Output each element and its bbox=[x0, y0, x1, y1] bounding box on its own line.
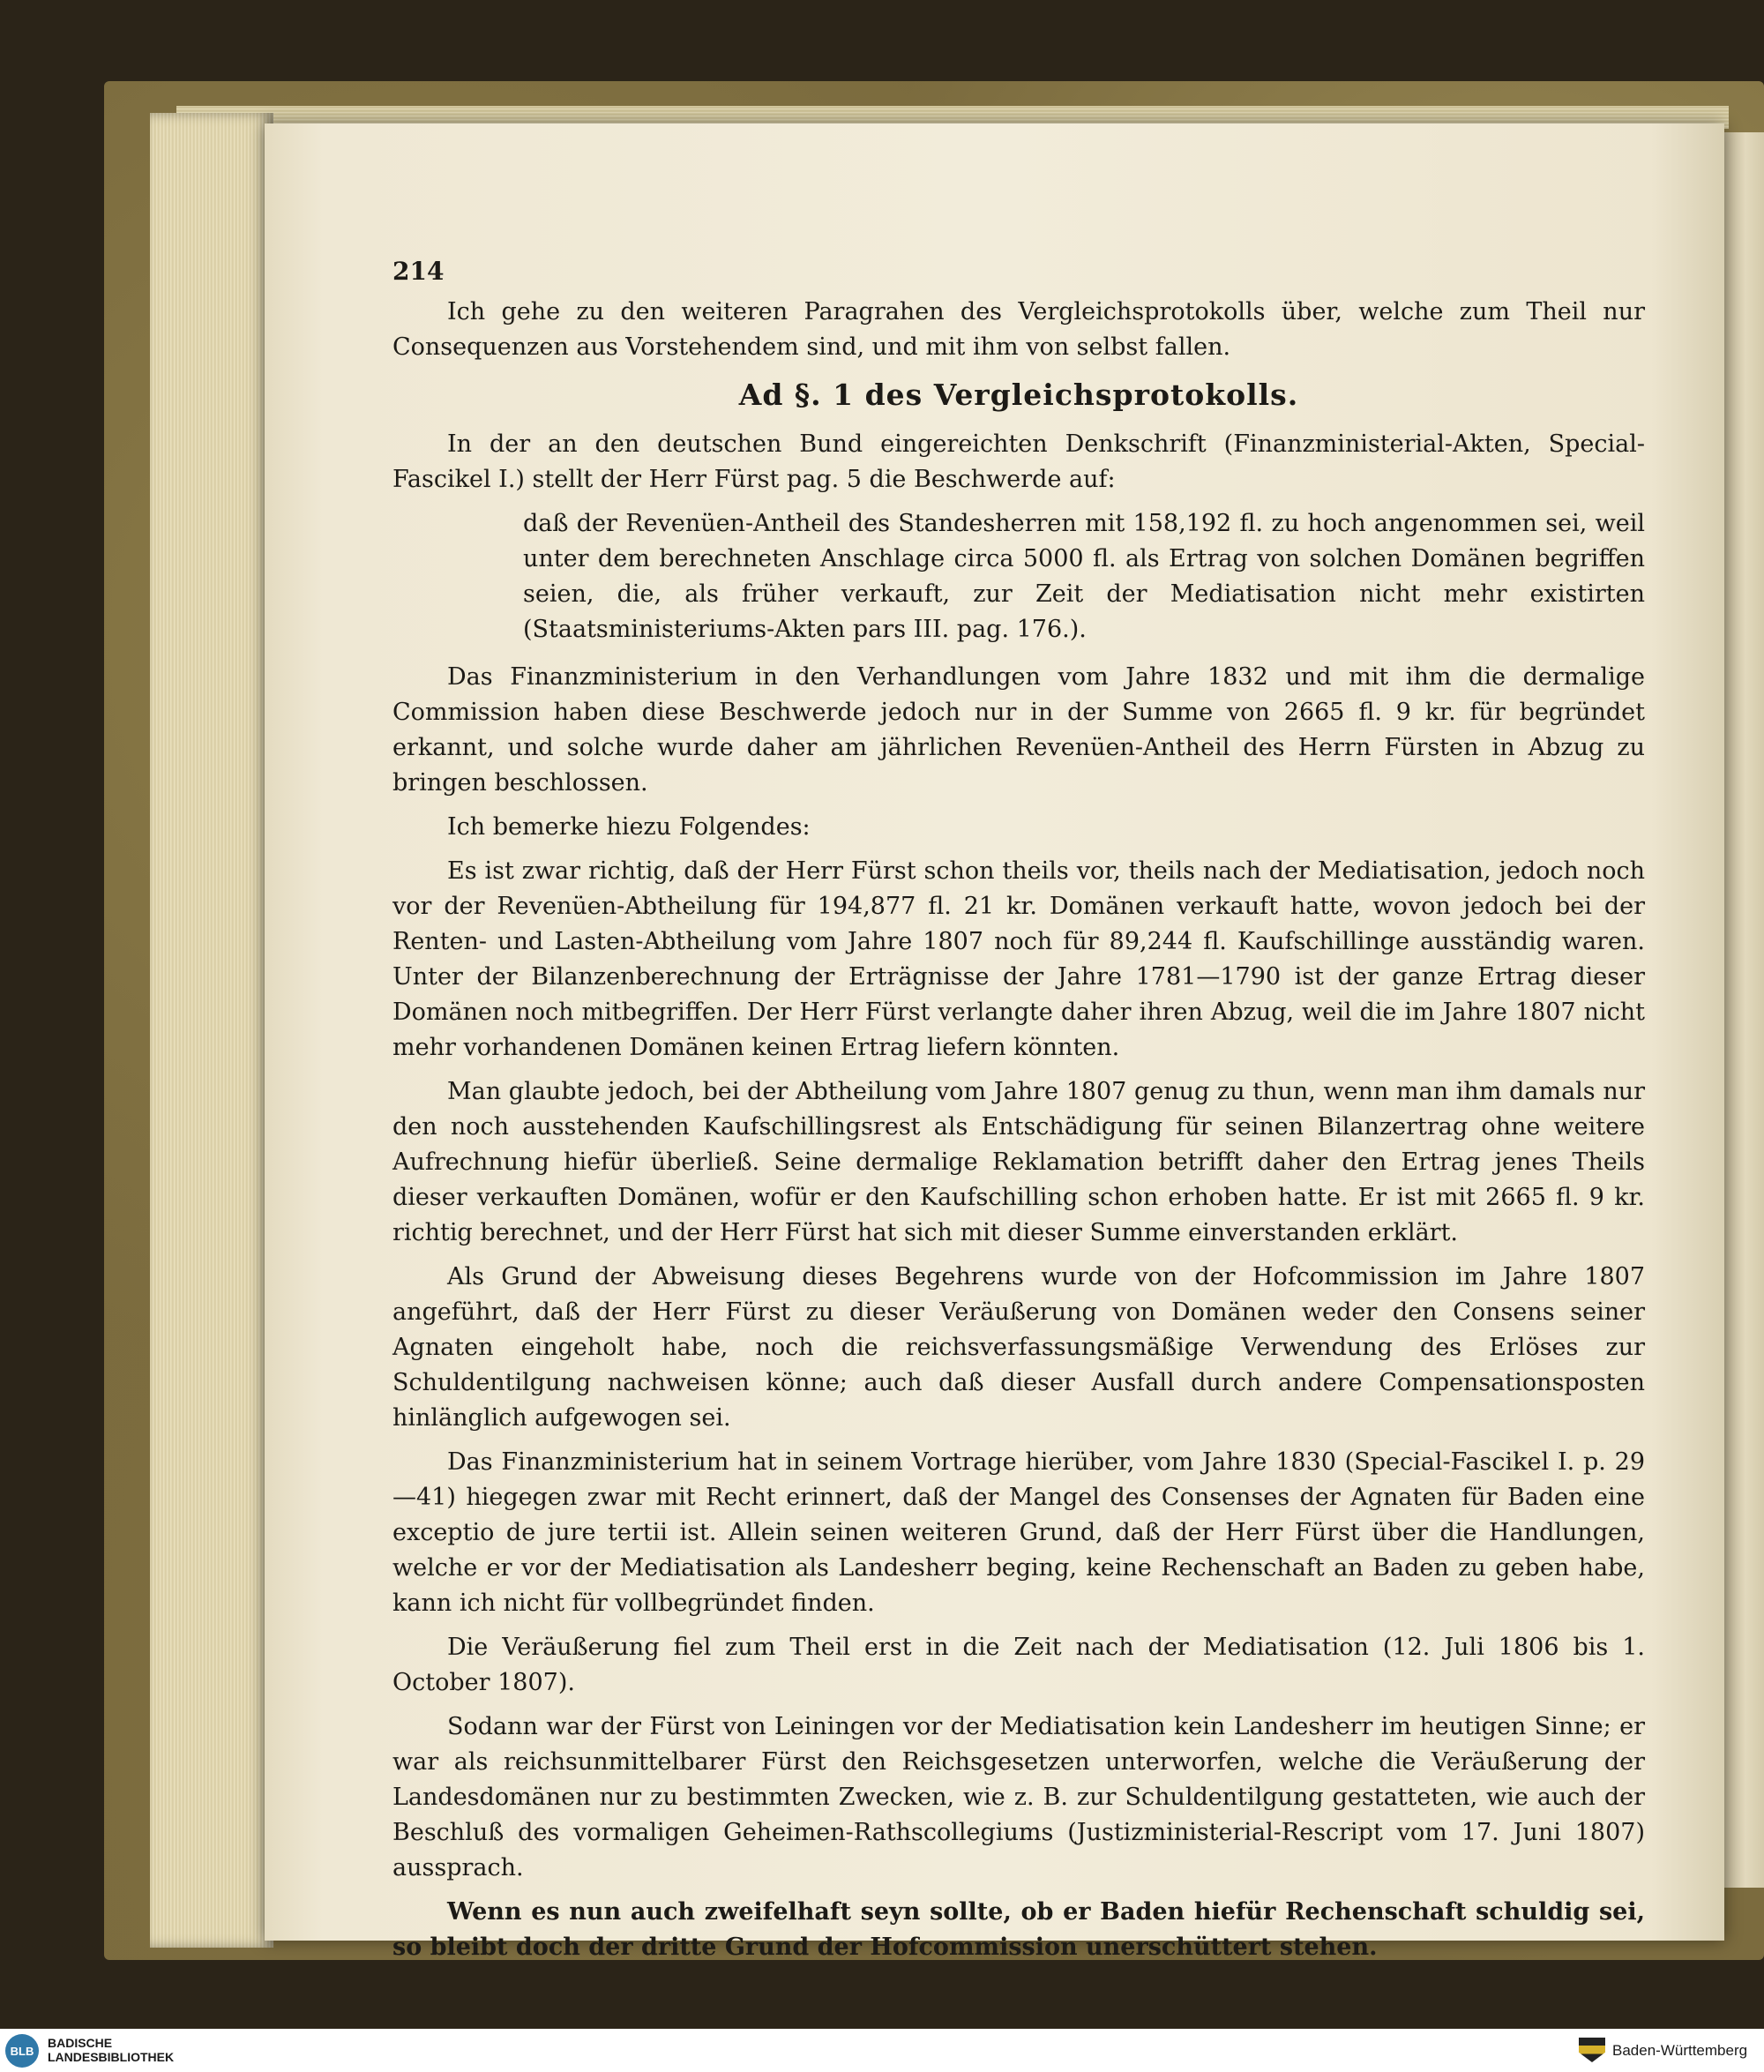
state-coat-of-arms-icon[interactable] bbox=[1579, 2038, 1605, 2062]
page-number: 214 bbox=[392, 257, 445, 286]
paragraph: Als Grund der Abweisung dieses Begehrens wurde von der Hofcommission im Jahre 1807 angeführt, daß der Herr Fürst zu dieser Veräußerung von Domänen weder den Consens seiner Agnaten eingeholt habe, noch die reichsverfassungsmäßige Verwendung des Erlöses zur Schuldentilgung nachweisen könne; auch daß dieser Ausfall durch andere Compensationsposten hinlänglich aufgewogen sei. bbox=[392, 1263, 1645, 1432]
block-quote: daß der Revenüen-Antheil des Standesherren mit 158,192 fl. zu hoch angenommen sei, weil unter dem berechneten Anschlage circa 5000 fl. als Ertrag von solchen Domänen begriffen seien, die, als früher verkauft, zur Zeit der Mediatisation nicht mehr existirten (Staatsministeriums-Akten pars III. pag. 176.). bbox=[523, 510, 1645, 643]
library-name-line1: BADISCHE bbox=[48, 2036, 113, 2050]
section-heading: Ad §. 1 des Vergleichsprotokolls. bbox=[738, 378, 1299, 412]
paragraph: Die Veräußerung fiel zum Theil erst in die Zeit nach der Mediatisation (12. Juli 1806 bis 1. October 1807). bbox=[392, 1634, 1645, 1696]
paragraph: Man glaubte jedoch, bei der Abtheilung vom Jahre 1807 genug zu thun, wenn man ihm damals nur den noch ausstehenden Kaufschillingsrest als Entschädigung für seinen Bilanzertrag ohne weitere Aufrechnung hiefür überließ. Seine dermalige Reklamation betrifft daher den Ertrag jenes Theils dieser verkauften Domänen, wofür er den Kaufschilling schon erhoben hatte. Er ist mit 2665 fl. 9 kr. richtig berechnet, und der Herr Fürst hat sich mit dieser Summe einverstanden erklärt. bbox=[392, 1078, 1645, 1246]
paragraph: In der an den deutschen Bund eingereichten Denkschrift (Finanzministerial-Akten, Special-Fascikel I.) stellt der Herr Fürst pag. 5 die Beschwerde auf: bbox=[392, 430, 1645, 493]
state-name: Baden-Württemberg bbox=[1612, 2042, 1748, 2059]
paragraph-final: Wenn es nun auch zweifelhaft seyn sollte, ob er Baden hiefür Rechenschaft schuldig sei, so bleibt doch der dritte Grund der Hofcommission unerschüttert stehen. bbox=[392, 1898, 1645, 1961]
facing-page-edge bbox=[1718, 132, 1764, 1888]
paragraph: Sodann war der Fürst von Leiningen vor der Mediatisation kein Landesherr im heutigen Sinne; er war als reichsunmittelbarer Fürst den Reichsgesetzen unterworfen, welche die Veräußerung der Landesdomänen nur zu bestimmten Zwecken, wie z. B. zur Schuldentilgung gestatteten, wie auch der Beschluß des vormaligen Geheimen-Rathscollegiums (Justizministerial-Rescript vom 17. Juni 1807) aussprach. bbox=[392, 1713, 1645, 1881]
paragraph-intro: Ich gehe zu den weiteren Paragrahen des Vergleichsprotokolls über, welche zum Theil nur Consequenzen aus Vorstehendem sind, und mit ihm von selbst fallen. bbox=[392, 298, 1645, 361]
paragraph: Ich bemerke hiezu Folgendes: bbox=[447, 813, 811, 841]
page-text bbox=[392, 254, 1645, 1974]
library-name bbox=[48, 2036, 174, 2064]
library-name-line2: LANDESBIBLIOTHEK bbox=[48, 2050, 175, 2064]
paragraph: Es ist zwar richtig, daß der Herr Fürst schon theils vor, theils nach der Mediatisation, jedoch noch vor der Revenüen-Abtheilung für 194,877 fl. 21 kr. Domänen verkauft hatte, wovon jedoch bei der Renten- und Lasten-Abtheilung vom Jahre 1807 noch für 89,244 fl. Kaufschillinge ausständig waren. Unter der Bilanzenberechnung der Erträgnisse der Jahre 1781—1790 ist der ganze Ertrag dieser Domänen noch mitbegriffen. Der Herr Fürst verlangte daher ihren Abzug, weil die im Jahre 1807 nicht mehr vorhandenen Domänen keinen Ertrag liefern könnten. bbox=[392, 857, 1645, 1061]
paragraph: Das Finanzministerium hat in seinem Vortrage hierüber, vom Jahre 1830 (Special-Fascikel I. p. 29—41) hiegegen zwar mit Recht erinnert, daß der Mangel des Consenses der Agnaten für Baden eine exceptio de jure tertii ist. Allein seinen weiteren Grund, daß der Herr Fürst über die Handlungen, welche er vor der Mediatisation als Landesherr beging, keine Rechenschaft an Baden zu geben habe, kann ich nicht für vollbegründet finden. bbox=[392, 1448, 1645, 1617]
footer-bar bbox=[0, 2029, 1764, 2072]
page-side-edges bbox=[150, 113, 273, 1948]
paragraph: Das Finanzministerium in den Verhandlungen vom Jahre 1832 und mit ihm die dermalige Commission haben diese Beschwerde jedoch nur in der Summe von 2665 fl. 9 kr. für begründet erkannt, und solche wurde daher am jährlichen Revenüen-Antheil des Herrn Fürsten in Abzug zu bringen beschlossen. bbox=[392, 663, 1645, 797]
blb-logo-icon[interactable]: BLB bbox=[5, 2034, 39, 2068]
